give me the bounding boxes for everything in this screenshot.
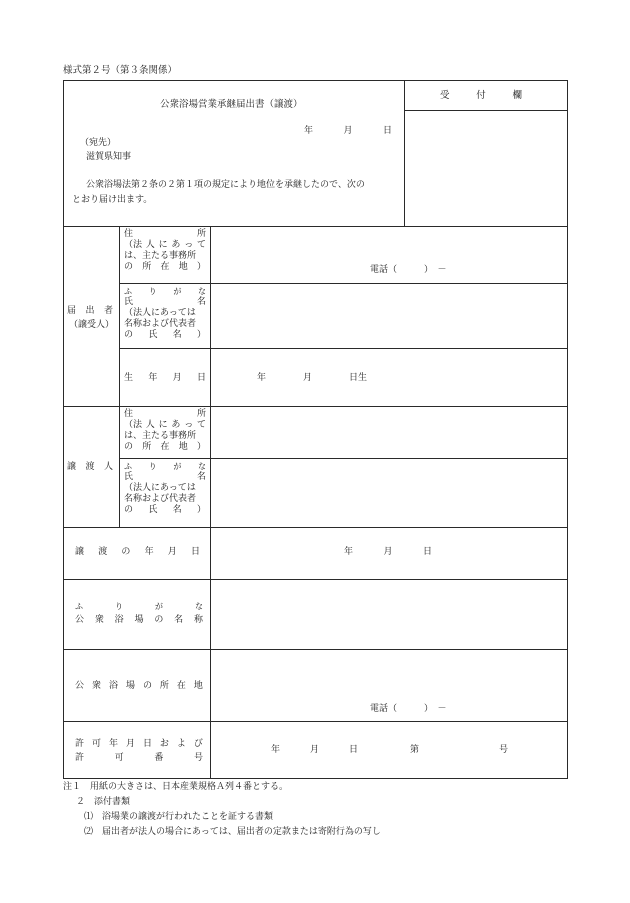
permit-label-2: 許 可 番 号 <box>75 753 203 763</box>
transferor-name-label: ふ り が な 氏 名 （法人にあっては 名称および代表者 の 氏 名 ） <box>124 462 206 515</box>
addressee: （宛先） <box>80 138 117 148</box>
applicant-group-sublabel: （譲受人） <box>69 320 115 330</box>
applicant-name-label: ふ り が な 氏 名 （法人にあっては 名称および代表者 の 氏 名 ） <box>124 287 206 340</box>
transfer-date-value: 年 月 日 <box>344 547 432 557</box>
permit-no-suffix: 号 <box>499 745 509 755</box>
declaration-line-2: とおり届け出ます。 <box>72 195 153 205</box>
applicant-phone: 電話（ ） － <box>370 265 447 275</box>
birthdate-value: 年 月 日生 <box>257 373 367 383</box>
bath-location-label: 公 衆 浴 場 の 所 在 地 <box>75 681 203 691</box>
note-1: 注１ 用紙の大きさは、日本産業規格Ａ列４番とする。 <box>63 782 289 792</box>
applicant-group-label: 届 出 者 <box>67 306 113 316</box>
permit-year: 年 <box>271 745 281 755</box>
applicant-address-label: 住 所 （法 人 に あ っ て は、主たる事務所 の 所 在 地 ） <box>124 229 206 272</box>
permit-no-prefix: 第 <box>410 745 420 755</box>
bath-name-furigana: ふ り が な <box>75 602 203 611</box>
declaration-line-1: 公衆浴場法第２条の２第１項の規定により地位を承継したので、次の <box>86 180 365 190</box>
permit-label-1: 許 可 年 月 日 お よ び <box>75 739 203 749</box>
transferor-group-label: 譲 渡 人 <box>67 462 113 472</box>
transfer-date-label: 譲 渡 の 年 月 日 <box>75 547 200 557</box>
form-number: 様式第２号（第３条関係） <box>63 65 178 76</box>
note-2-item-1: ⑴ 浴場業の譲渡が行われたことを証する書類 <box>84 812 274 822</box>
permit-day: 日 <box>349 745 359 755</box>
note-2: ２ 添付書類 <box>76 797 131 807</box>
recipient: 滋賀県知事 <box>86 152 132 162</box>
submission-date: 年 月 日 <box>304 126 392 136</box>
transferor-address-label: 住 所 （法 人 に あ っ て は、主たる事務所 の 所 在 地 ） <box>124 409 206 452</box>
bath-location-phone: 電話（ ） － <box>370 704 447 714</box>
permit-month: 月 <box>310 745 320 755</box>
reception-label: 受 付 欄 <box>440 90 522 101</box>
birthdate-label: 生 年 月 日 <box>124 373 206 383</box>
bath-name-label: 公 衆 浴 場 の 名 称 <box>75 615 203 625</box>
form-title: 公衆浴場営業承継届出書（譲渡） <box>160 99 303 110</box>
note-2-item-2: ⑵ 届出者が法人の場合にあっては、届出者の定款または寄附行為の写し <box>84 827 381 837</box>
